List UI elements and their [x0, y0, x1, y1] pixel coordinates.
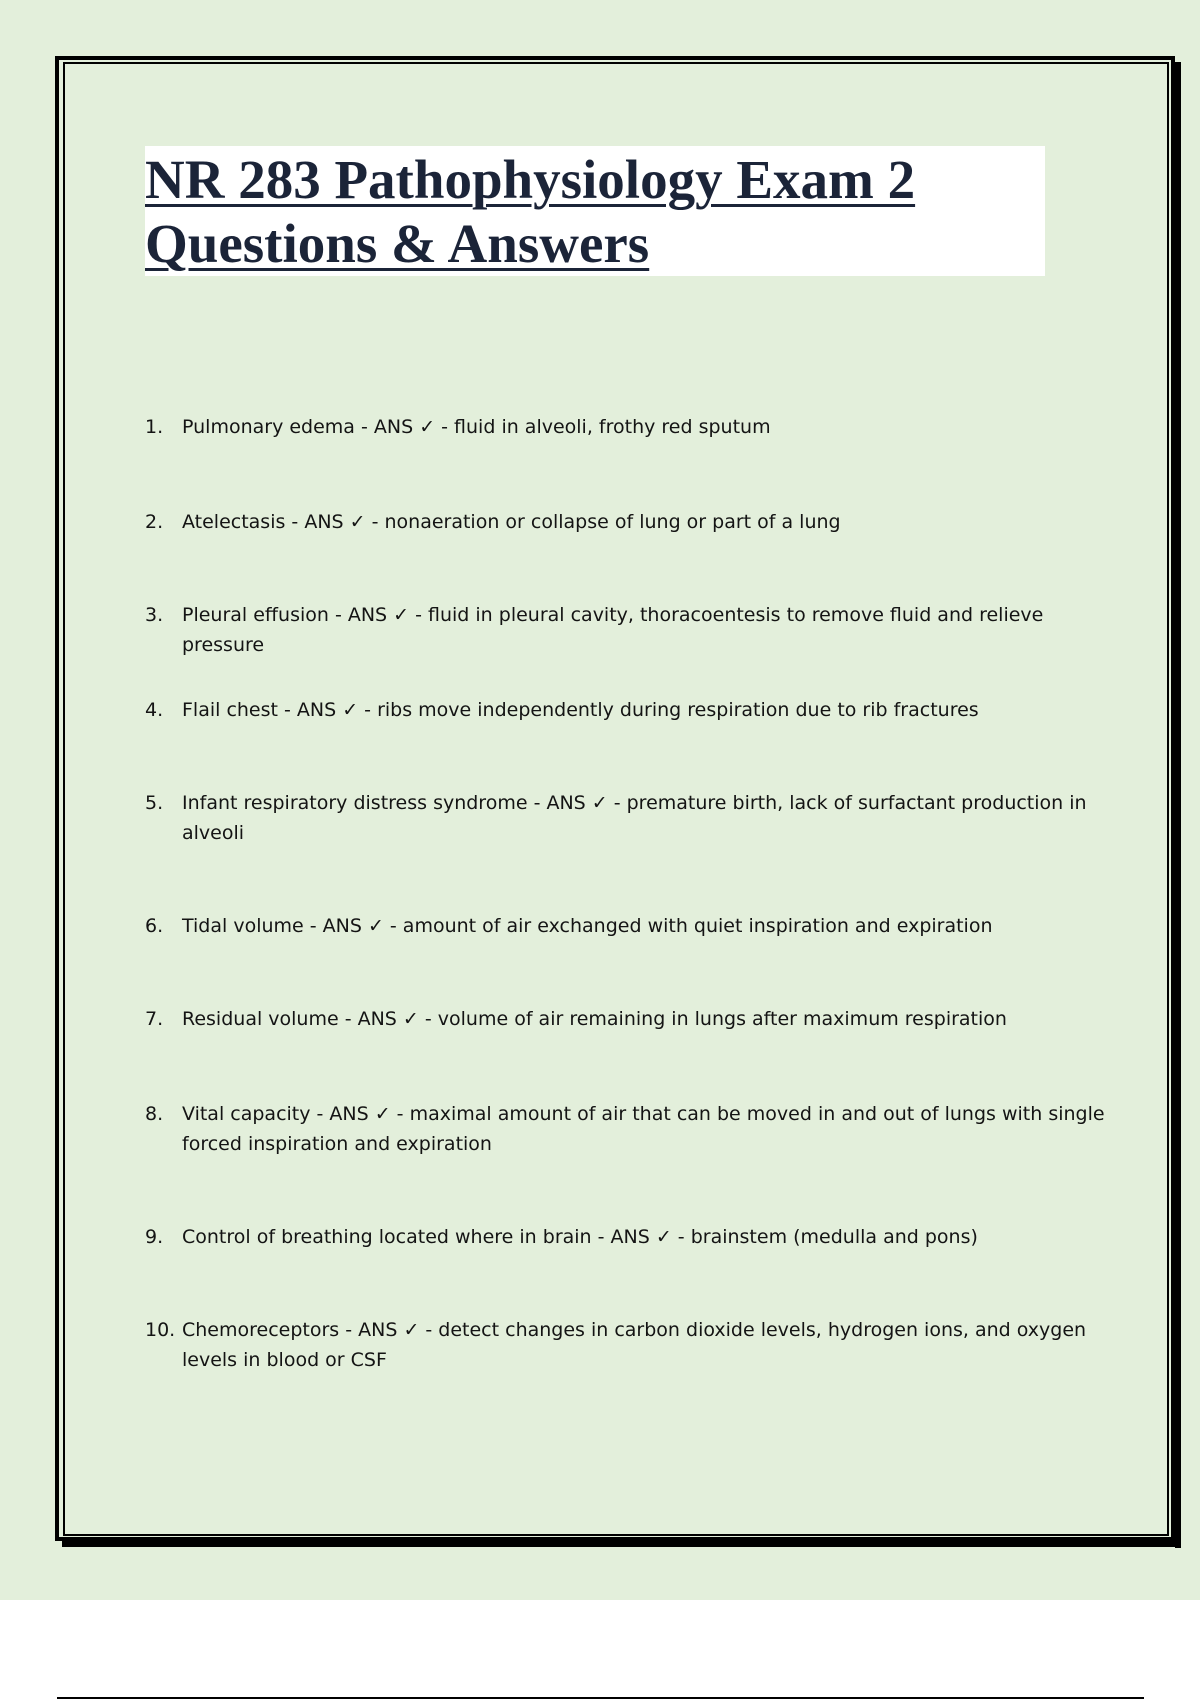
- item-number: 2.: [145, 511, 164, 533]
- item-number: 7.: [145, 1008, 164, 1030]
- list-item: [145, 600, 1105, 660]
- page-title-line-2: Questions & Answers: [145, 213, 650, 274]
- list-item: [145, 1004, 1105, 1034]
- item-text: Pulmonary edema - ANS ✓ - fluid in alveoli, frothy red sputum: [182, 416, 771, 438]
- item-text: Pleural effusion - ANS ✓ - fluid in pleural cavity, thoracoentesis to remove fluid and relieve pressure: [182, 604, 1044, 656]
- list-item: [145, 412, 1105, 442]
- list-item: [145, 1315, 1105, 1375]
- bottom-divider: [57, 1697, 1144, 1699]
- list-item: [145, 911, 1105, 941]
- item-number: 6.: [145, 915, 164, 937]
- list-item: [145, 695, 1105, 725]
- item-text: Flail chest - ANS ✓ - ribs move independently during respiration due to rib fractures: [182, 699, 979, 721]
- list-item: [145, 1222, 1105, 1252]
- item-text: Vital capacity - ANS ✓ - maximal amount of air that can be moved in and out of lungs with single forced inspiration and expiration: [182, 1103, 1105, 1155]
- item-text: Residual volume - ANS ✓ - volume of air remaining in lungs after maximum respiration: [182, 1008, 1007, 1030]
- list-item: [145, 788, 1105, 848]
- item-text: Infant respiratory distress syndrome - ANS ✓ - premature birth, lack of surfactant production in alveoli: [182, 792, 1087, 844]
- item-text: Tidal volume - ANS ✓ - amount of air exchanged with quiet inspiration and expiration: [182, 915, 993, 937]
- item-number: 9.: [145, 1226, 164, 1248]
- item-number: 1.: [145, 416, 164, 438]
- page-title-line-1: NR 283 Pathophysiology Exam 2: [145, 149, 916, 210]
- list-item: [145, 1099, 1105, 1159]
- item-number: 4.: [145, 699, 164, 721]
- frame-shadow-bottom: [62, 1541, 1181, 1547]
- item-text: Chemoreceptors - ANS ✓ - detect changes in carbon dioxide levels, hydrogen ions, and oxygen levels in blood or CSF: [182, 1319, 1087, 1371]
- list-item: [145, 507, 1105, 537]
- item-text: Atelectasis - ANS ✓ - nonaeration or collapse of lung or part of a lung: [182, 511, 841, 533]
- item-text: Control of breathing located where in brain - ANS ✓ - brainstem (medulla and pons): [182, 1226, 978, 1248]
- item-number: 3.: [145, 604, 164, 626]
- item-number: 10.: [145, 1319, 176, 1341]
- frame-shadow-right: [1175, 62, 1181, 1548]
- item-number: 5.: [145, 792, 164, 814]
- item-number: 8.: [145, 1103, 164, 1125]
